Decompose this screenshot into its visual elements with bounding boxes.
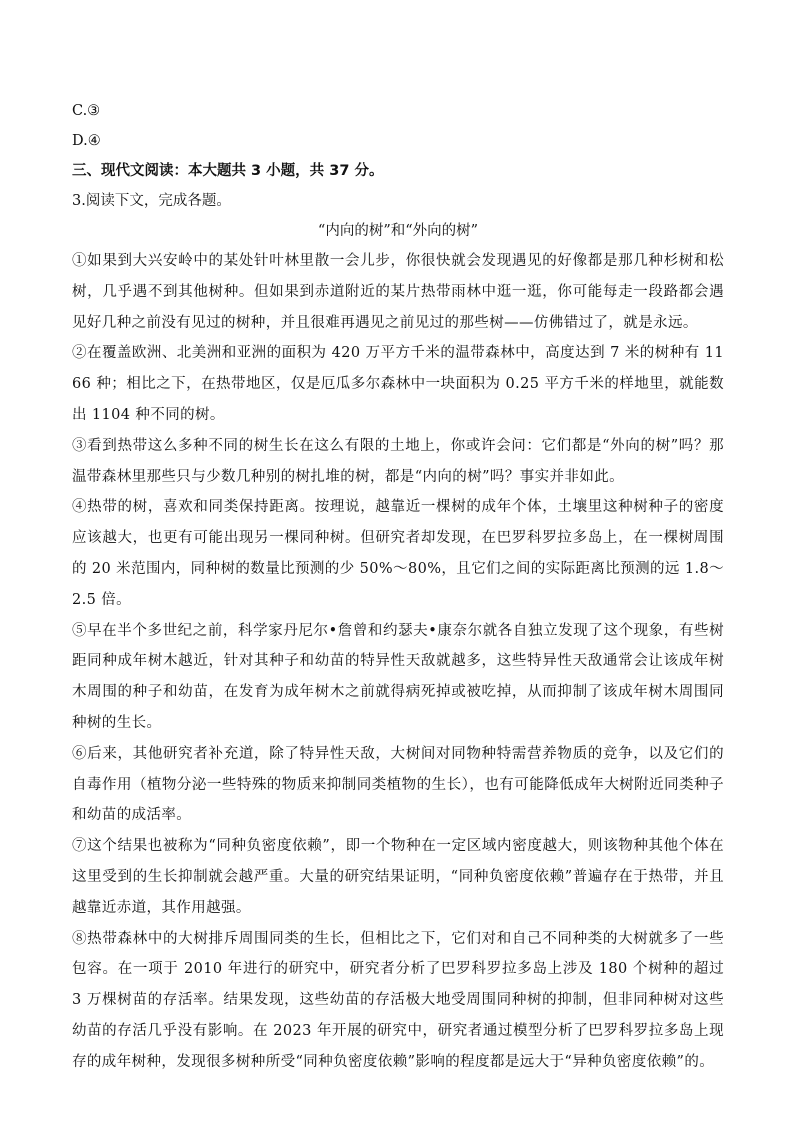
paragraph-8: ⑧热带森林中的大树排斥周围同类的生长，但相比之下，它们对和自己不同种类的大树就多了一些包容。在一项于 2010 年进行的研究中，研究者分析了巴罗科罗拉多岛上涉及 180 个树种的超过 3 万棵树苗的存活率。结果发现，这些幼苗的存活极大地受周围同种树的抑制，但非同种树对这些幼苗的存活几乎没有影响。在 2023 年开展的研究中，研究者通过模型分析了巴罗科罗拉多岛上现存的成年树种，发现很多树种所受“同种负密度依赖”影响的程度都是远大于“异种负密度依赖”的。: [72, 930, 724, 1070]
choice-d: D.④: [72, 133, 101, 149]
paragraph-2: ②在覆盖欧洲、北美洲和亚洲的面积为 420 万平方千米的温带森林中，高度达到 7 米的树种有 1166 种；相比之下，在热带地区，仅是厄瓜多尔森林中一块面积为 0.25 平方千米的样地里，就能数出 1104 种不同的树。: [72, 345, 724, 423]
section-heading: 三、现代文阅读：本大题共 3 小题，共 37 分。: [72, 163, 384, 179]
answer-choices: [72, 96, 724, 156]
article-body: [72, 246, 724, 1078]
paragraph-5: ⑤早在半个多世纪之前，科学家丹尼尔•詹曾和约瑟夫•康奈尔就各自独立发现了这个现象，有些树距同种成年树木越近，针对其种子和幼苗的特异性天敌就越多，这些特异性天敌通常会让该成年树木周围的种子和幼苗，在发育为成年树木之前就得病死掉或被吃掉，从而抑制了该成年树木周围同种树的生长。: [72, 622, 724, 731]
question-prompt: 3.阅读下文，完成各题。: [72, 193, 231, 209]
choice-c: C.③: [72, 103, 101, 119]
article-title: “内向的树”和“外向的树”: [317, 223, 479, 239]
document-page: [72, 96, 724, 1078]
paragraph-7: ⑦这个结果也被称为“同种负密度依赖”，即一个物种在一定区域内密度越大，则该物种其他个体在这里受到的生长抑制就会越严重。大量的研究结果证明，“同种负密度依赖”普遍存在于热带，并且越靠近赤道，其作用越强。: [72, 838, 724, 916]
paragraph-4: ④热带的树，喜欢和同类保持距离。按理说，越靠近一棵树的成年个体，土壤里这种树种子的密度应该越大，也更有可能出现另一棵同种树。但研究者却发现，在巴罗科罗拉多岛上，在一棵树周围的 20 米范围内，同种树的数量比预测的少 50%～80%，且它们之间的实际距离比预测的远 1.8～2.5 倍。: [72, 499, 724, 608]
paragraph-1: ①如果到大兴安岭中的某处针叶林里散一会儿步，你很快就会发现遇见的好像都是那几种杉树和松树，几乎遇不到其他树种。但如果到赤道附近的某片热带雨林中逛一逛，你可能每走一段路都会遇见好几种之前没有见过的树种，并且很难再遇见之前见过的那些树——仿佛错过了，就是永远。: [72, 253, 724, 331]
paragraph-3: ③看到热带这么多种不同的树生长在这么有限的土地上，你或许会问：它们都是“外向的树”吗？那温带森林里那些只与少数几种别的树扎堆的树，都是“内向的树”吗？事实并非如此。: [72, 437, 724, 485]
paragraph-6: ⑥后来，其他研究者补充道，除了特异性天敌，大树间对同物种特需营养物质的竞争，以及它们的自毒作用（植物分泌一些特殊的物质来抑制同类植物的生长），也有可能降低成年大树附近同类种子和幼苗的成活率。: [72, 745, 724, 824]
